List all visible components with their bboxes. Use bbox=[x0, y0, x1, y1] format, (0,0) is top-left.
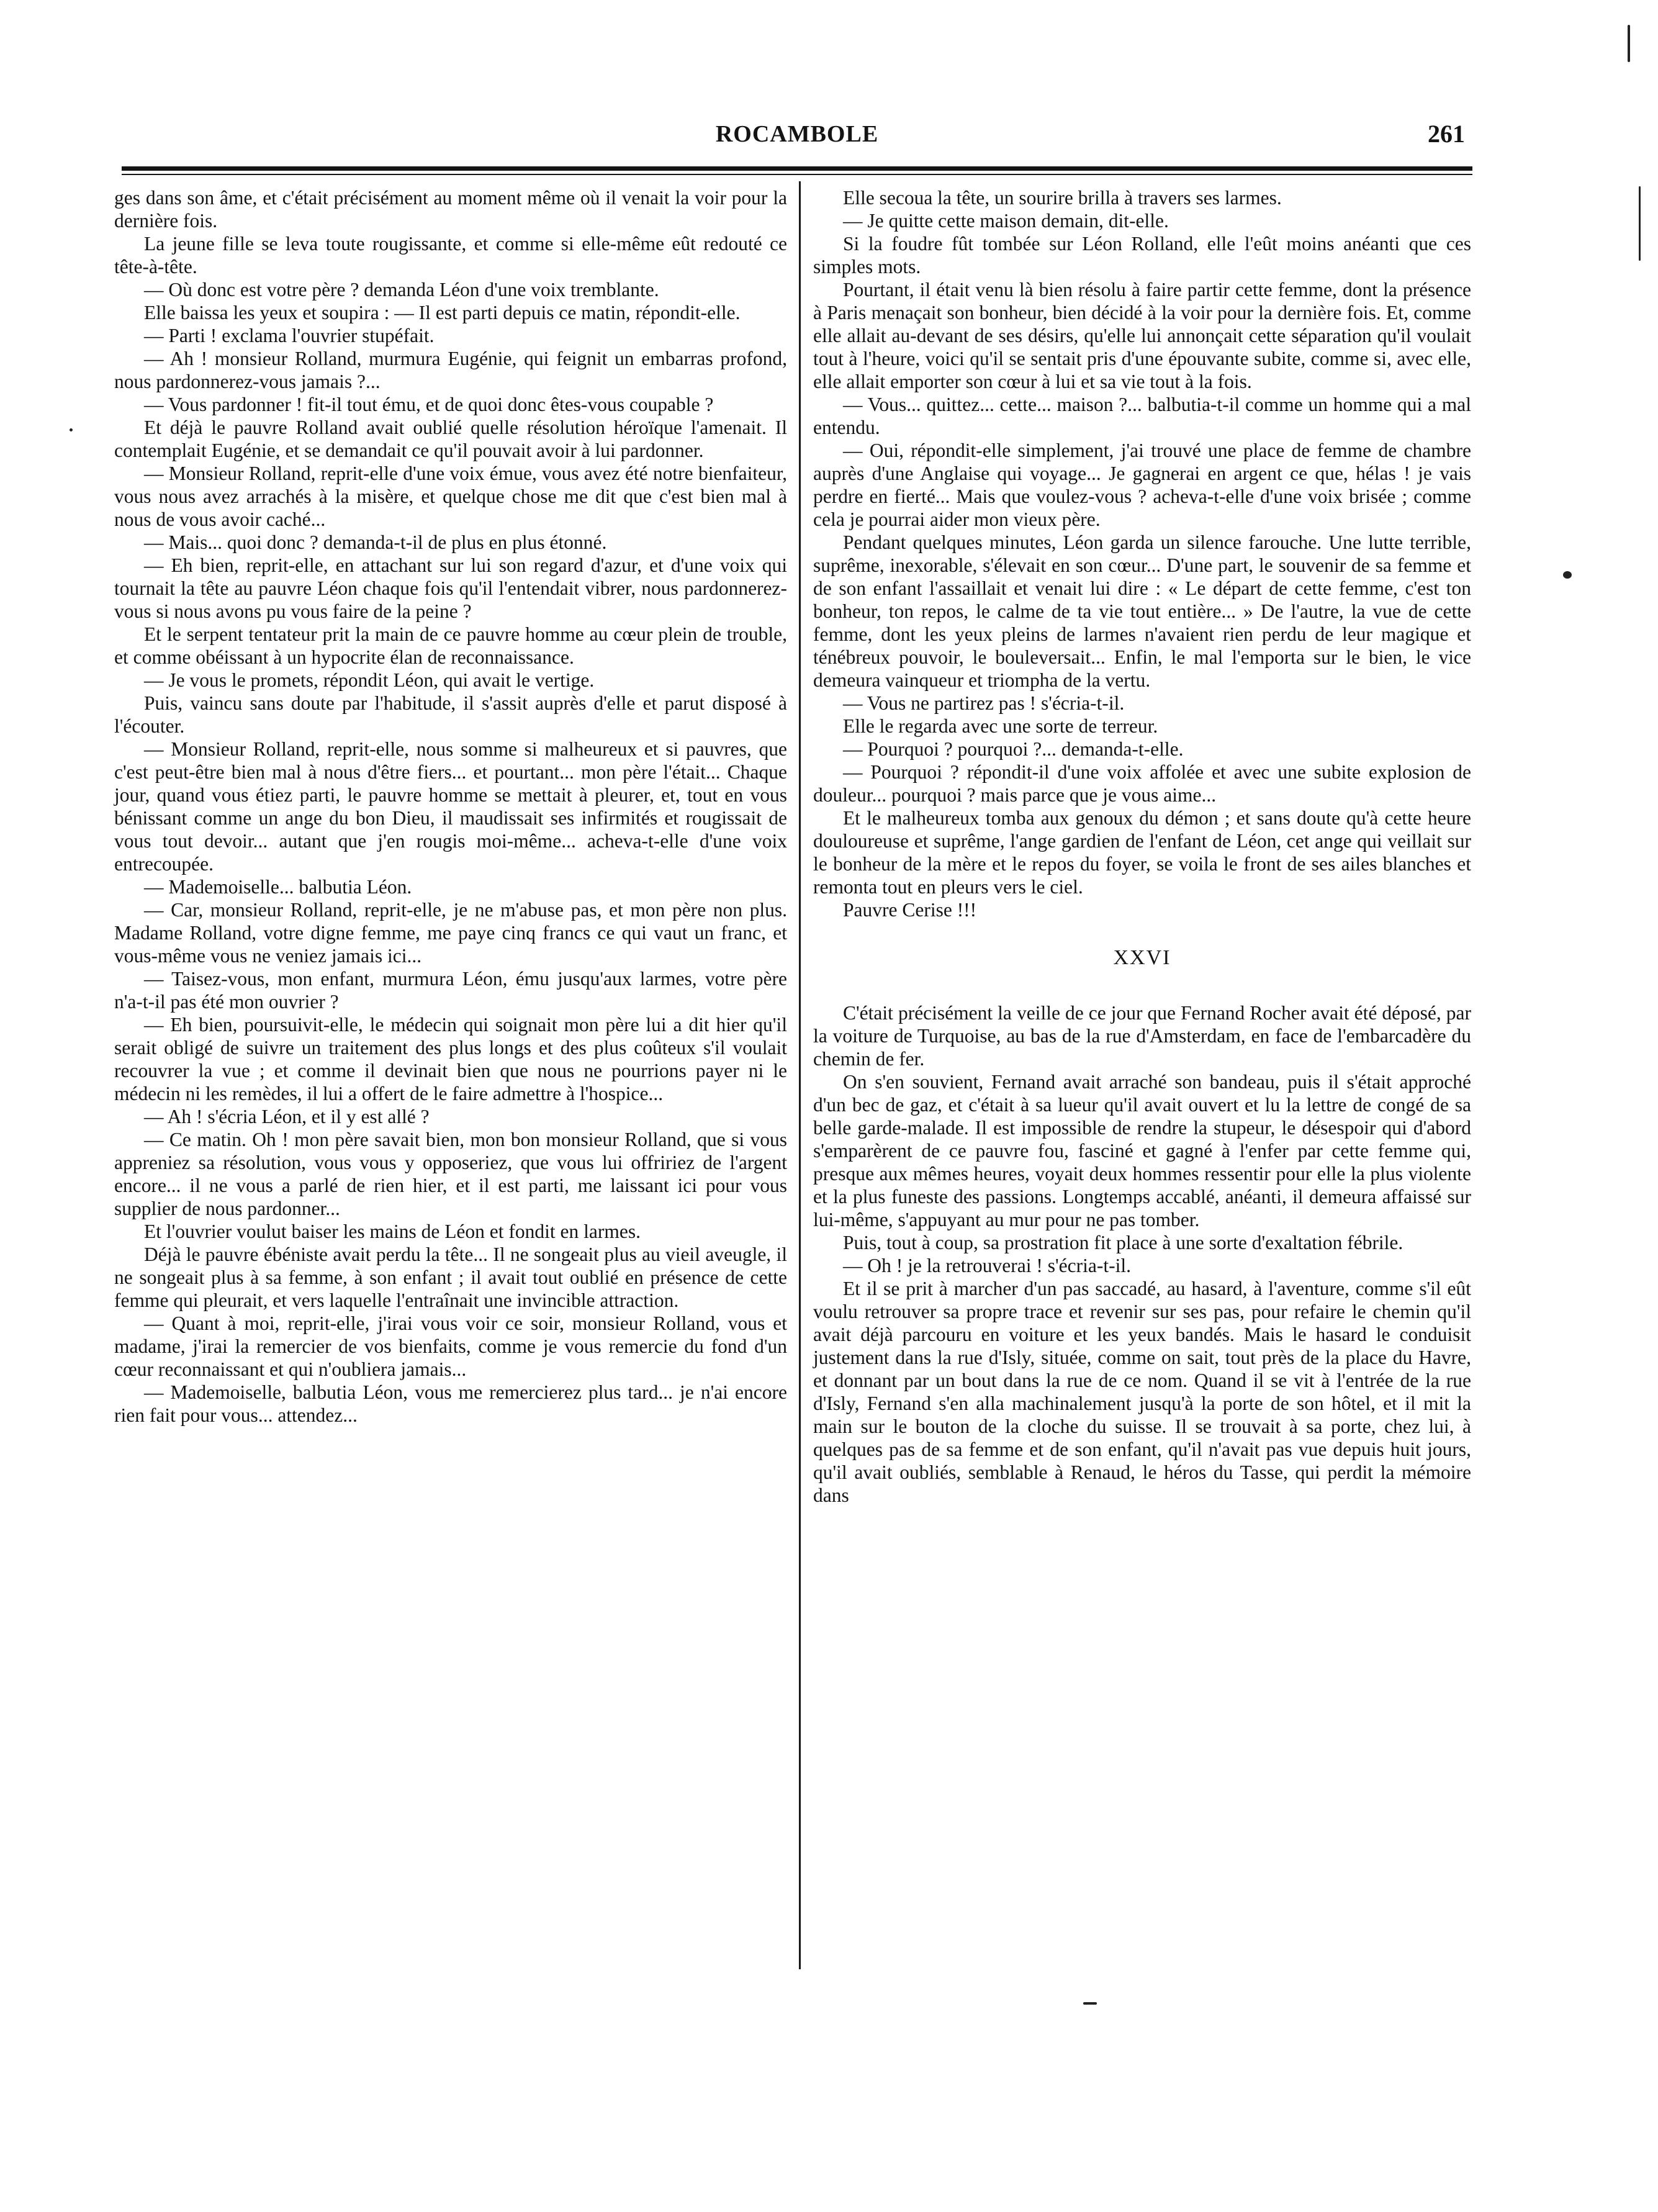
paragraph: Et l'ouvrier voulut baiser les mains de Léon et fondit en larmes. bbox=[144, 1221, 641, 1242]
paragraph: Et le serpent tentateur prit la main de ce pauvre homme au cœur plein de trouble, et comme obéissant à un hypocrite élan de reconnaissance. bbox=[114, 623, 787, 668]
header-rule-thick bbox=[122, 166, 1472, 171]
paragraph: — Eh bien, poursuivit-elle, le médecin qui soignait mon père lui a dit hier qu'il serait obligé de suivre un traitement des plus longs et des plus coûteux s'il voulait recouvrer la vue ; et comme il devinait bien que nous ne pourrions payer ni le médecin ni les remèdes, il lui a offert de le faire admettre à l'hospice... bbox=[114, 1014, 787, 1104]
page-header bbox=[122, 117, 1472, 154]
paragraph: — Car, monsieur Rolland, reprit-elle, je ne m'abuse pas, et mon père non plus. Madame Rolland, votre digne femme, me paye cinq francs ce qui vaut un franc, et vous-même vous ne veniez jamais ici... bbox=[114, 899, 787, 967]
paragraph: — Où donc est votre père ? demanda Léon d'une voix tremblante. bbox=[144, 279, 659, 300]
paragraph: Et le malheureux tomba aux genoux du démon ; et sans doute qu'à cette heure douloureuse et suprême, l'ange gardien de l'enfant de Léon, cet ange qui veillait sur le bonheur de la mère et le repos du foyer, se voila le front de ses ailes blanches et remonta tout en pleurs vers le ciel. bbox=[813, 807, 1471, 898]
paragraph: — Quant à moi, reprit-elle, j'irai vous voir ce soir, monsieur Rolland, vous et madame, j'irai la remercier de vos bienfaits, comme je vous remercie du fond d'un cœur reconnaissant et qui n'oubliera jamais... bbox=[114, 1312, 787, 1380]
right-column bbox=[813, 186, 1471, 1507]
paragraph: — Oui, répondit-elle simplement, j'ai trouvé une place de femme de chambre auprès d'une Anglaise qui voyage... Je gagnerai en argent ce que, hélas ! je vais perdre en fierté... Mais que voulez-vous ? acheva-t-elle d'une voix brisée ; comme cela je pourrai aider mon vieux père. bbox=[813, 440, 1471, 530]
paragraph: — Mademoiselle, balbutia Léon, vous me remercierez plus tard... je n'ai encore rien fait pour vous... attendez... bbox=[114, 1381, 787, 1426]
chapter-heading: XXVI bbox=[1113, 946, 1171, 969]
scan-speck bbox=[1639, 186, 1641, 261]
paragraph: — Je vous le promets, répondit Léon, qui avait le vertige. bbox=[144, 669, 595, 691]
column-divider bbox=[799, 181, 801, 1969]
paragraph: — Monsieur Rolland, reprit-elle, nous somme si malheureux et si pauvres, que c'est peut-être bien mal à nous d'être fiers... et pourtant... mon père l'était... Chaque jour, quand vous étiez parti, le pauvre homme se mettait à pleurer, et, tout en vous bénissant comme un ange du bon Dieu, il maudissait ses infirmités et rougissait de vous tout devoir... autant que j'en rougis moi-même... acheva-t-elle d'une voix entrecoupée. bbox=[114, 738, 787, 875]
paragraph: Et déjà le pauvre Rolland avait oublié quelle résolution héroïque l'amenait. Il contemplait Eugénie, et se demandait ce qu'il pouvait avoir à lui pardonner. bbox=[114, 417, 787, 461]
page-number: 261 bbox=[1428, 120, 1465, 148]
paragraph: — Oh ! je la retrouverai ! s'écria-t-il. bbox=[843, 1255, 1131, 1276]
paragraph: Puis, tout à coup, sa prostration fit place à une sorte d'exaltation fébrile. bbox=[843, 1232, 1403, 1253]
paragraph: Puis, vaincu sans doute par l'habitude, il s'assit auprès d'elle et parut disposé à l'écouter. bbox=[114, 692, 787, 737]
paragraph: Si la foudre fût tombée sur Léon Rolland, elle l'eût moins anéanti que ces simples mots. bbox=[813, 233, 1471, 278]
paragraph: C'était précisément la veille de ce jour que Fernand Rocher avait été déposé, par la voiture de Turquoise, au bas de la rue d'Amsterdam, en face de l'embarcadère du chemin de fer. bbox=[813, 1002, 1471, 1070]
paragraph: — Monsieur Rolland, reprit-elle d'une voix émue, vous avez été notre bienfaiteur, vous nous avez arrachés à la misère, et quelque chose me dit que c'est bien mal à nous de vous avoir caché... bbox=[114, 463, 787, 530]
paragraph: — Vous ne partirez pas ! s'écria-t-il. bbox=[843, 692, 1125, 714]
paragraph: On s'en souvient, Fernand avait arraché son bandeau, puis il s'était approché d'un bec de gaz, et c'était à sa lueur qu'il avait ouvert et lu la lettre de congé de sa belle garde-malade. Il est impossible de rendre la stupeur, le désespoir qui d'abord s'emparèrent de ce pauvre fou, fasciné et gagné à l'enfer par cette femme qui, presque aux mêmes heures, voyait deux hommes ressentir pour elle la plus violente et la plus funeste des passions. Longtemps accablé, anéanti, il demeura affaissé sur lui-même, s'appuyant au mur pour ne pas tomber. bbox=[813, 1071, 1471, 1230]
paragraph: — Vous... quittez... cette... maison ?... balbutia-t-il comme un homme qui a mal entendu. bbox=[813, 394, 1471, 438]
paragraph: — Ce matin. Oh ! mon père savait bien, mon bon monsieur Rolland, que si vous appreniez sa résolution, vous vous y opposeriez, que vous lui offririez de l'argent encore... il ne vous a parlé de rien hier, et il est parti, me laissant ici pour vous supplier de nous pardonner... bbox=[114, 1129, 787, 1219]
paragraph: La jeune fille se leva toute rougissante, et comme si elle-même eût redouté ce tête-à-tête. bbox=[114, 233, 787, 278]
paragraph: Déjà le pauvre ébéniste avait perdu la tête... Il ne songeait plus au vieil aveugle, il ne songeait plus à sa femme, à son enfant ; il avait tout oublié en présence de cette femme qui pleurait, et vers laquelle l'entraînait une invincible attraction. bbox=[114, 1244, 787, 1311]
header-rule-thin bbox=[122, 174, 1472, 175]
paragraph: — Vous pardonner ! fit-il tout ému, et de quoi donc êtes-vous coupable ? bbox=[144, 394, 714, 415]
paragraph: Pourtant, il était venu là bien résolu à faire partir cette femme, dont la présence à Paris menaçait son bonheur, bien décidé à la voir pour la dernière fois. Et, comme elle allait au-devant de ses désirs, qu'elle lui annonçait cette séparation qu'il voulait tout à l'heure, voici qu'il se sentait pris d'une épouvante subite, comme si, avec elle, elle allait emporter son cœur à lui et sa vie tout à la fois. bbox=[813, 279, 1471, 392]
paragraph: — Mais... quoi donc ? demanda-t-il de plus en plus étonné. bbox=[144, 531, 607, 553]
paragraph: — Ah ! s'écria Léon, et il y est allé ? bbox=[144, 1106, 430, 1127]
paragraph: Et il se prit à marcher d'un pas saccadé, au hasard, à l'aventure, comme s'il eût voulu retrouver sa propre trace et revenir sur ses pas, pour refaire le chemin qu'il avait déjà parcouru en voiture et les yeux bandés. Mais le hasard le conduisit justement dans la rue d'Isly, située, comme on sait, tout près de la place du Havre, et donnant par un bout dans la rue de ce nom. Quand il se vit à l'entrée de la rue d'Isly, Fernand s'en alla machinalement jusqu'à la porte de son hôtel, et il mit la main sur le bouton de la cloche du suisse. Il se trouvait à sa porte, chez lui, à quelques pas de sa femme et de son enfant, qu'il n'avait pas vue depuis huit jours, qu'il avait oubliés, semblable à Renaud, le héros du Tasse, qui perdit la mémoire dans bbox=[813, 1278, 1471, 1506]
left-column bbox=[114, 186, 787, 1427]
scan-speck bbox=[1563, 571, 1572, 579]
running-title: ROCAMBOLE bbox=[715, 121, 879, 147]
scan-speck bbox=[70, 428, 73, 431]
paragraph: Elle baissa les yeux et soupira : — Il est parti depuis ce matin, répondit-elle. bbox=[144, 302, 741, 323]
paragraph: — Ah ! monsieur Rolland, murmura Eugénie, qui feignit un embarras profond, nous pardonnerez-vous jamais ?... bbox=[114, 348, 787, 392]
paragraph: — Pourquoi ? répondit-il d'une voix affolée et avec une subite explosion de douleur... pourquoi ? mais parce que je vous aime... bbox=[813, 761, 1471, 806]
paragraph: — Eh bien, reprit-elle, en attachant sur lui son regard d'azur, et d'une voix qui tournait la tête au pauvre Léon chaque fois qu'il l'entendait vibrer, nous pardonnerez-vous si nous avons pu vous faire de la peine ? bbox=[114, 554, 787, 622]
paragraph: ges dans son âme, et c'était précisément au moment même où il venait la voir pour la dernière fois. bbox=[114, 187, 787, 232]
paragraph: Pendant quelques minutes, Léon garda un silence farouche. Une lutte terrible, suprême, inexorable, s'élevait en son cœur... D'une part, le souvenir de sa femme et de son enfant l'assaillait et venait lui dire : « Le départ de cette femme, c'est ton bonheur, ton repos, le calme de ta vie tout entière... » De l'autre, la vue de cette femme, dont les yeux pleins de larmes n'avaient rien perdu de leur magique et ténébreux pouvoir, le bouleversait... Enfin, le mal l'emporta sur le bien, le vice demeura vainqueur et triompha de la vertu. bbox=[813, 531, 1471, 691]
paragraph: Elle le regarda avec une sorte de terreur. bbox=[843, 715, 1158, 737]
paragraph: Elle secoua la tête, un sourire brilla à travers ses larmes. bbox=[843, 187, 1282, 209]
scan-speck bbox=[1083, 2002, 1097, 2005]
paragraph: — Je quitte cette maison demain, dit-elle. bbox=[843, 210, 1169, 232]
paragraph: Pauvre Cerise !!! bbox=[843, 899, 977, 921]
paragraph: — Parti ! exclama l'ouvrier stupéfait. bbox=[144, 325, 435, 346]
paragraph: — Taisez-vous, mon enfant, murmura Léon, ému jusqu'aux larmes, votre père n'a-t-il pas été mon ouvrier ? bbox=[114, 968, 787, 1013]
scan-speck bbox=[1628, 25, 1630, 62]
paragraph: — Pourquoi ? pourquoi ?... demanda-t-elle. bbox=[843, 738, 1184, 760]
paragraph: — Mademoiselle... balbutia Léon. bbox=[144, 876, 412, 898]
